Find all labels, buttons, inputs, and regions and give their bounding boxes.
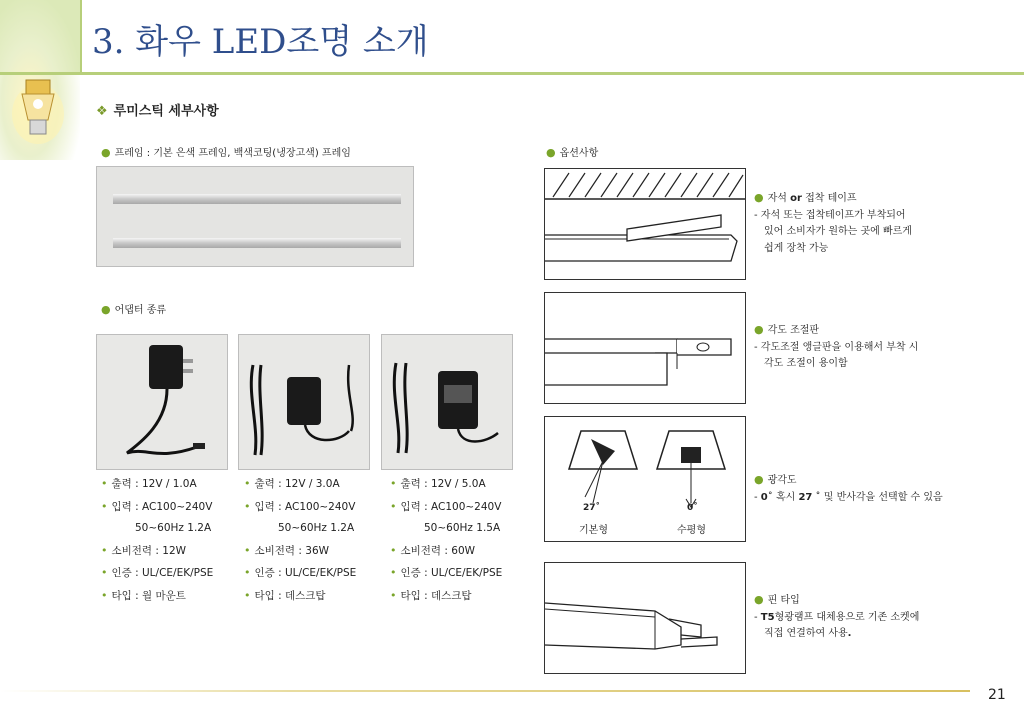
footer-rule [0,690,970,692]
spec-type: 타입 : 데스크탑 [400,589,472,602]
beam-angle-diagram [544,416,746,542]
spec-input-frequency: 50~60Hz 1.2A [278,522,355,534]
angle-plate-diagram [544,292,746,404]
bullet-icon: ● [101,146,111,159]
note-line: 쉽게 장착 가능 [764,242,829,254]
page-number: 21 [988,687,1006,703]
desktop-adapter-image [382,335,512,469]
spec-output: 출력 : 12V / 3.0A [254,478,340,490]
adapter-spec-2 [244,473,356,607]
adapter-label-text: 어댑터 종류 [114,305,167,316]
adapter-spec-3 [390,473,502,607]
bullet-icon: ● [546,146,556,159]
spec-output: 출력 : 12V / 1.0A [111,478,197,490]
desktop-adapter-image [239,335,369,469]
bullet-icon: ● [754,191,764,204]
frame-label-text: 프레임 : 기본 은색 프레임, 백색코팅(냉장고색) 프레임 [114,148,351,159]
bullet-icon: • [390,477,397,490]
magnet-tape-diagram [544,168,746,280]
adapter-photo-2 [238,334,370,470]
options-label [546,144,598,159]
diamond-icon: ❖ [96,104,108,119]
bullet-icon: • [244,566,251,579]
options-label-text: 옵션사항 [559,148,599,159]
bullet-icon: • [390,499,397,513]
spec-cert: 인증 : UL/CE/EK/PSE [400,567,503,579]
page-title: 3. 화우 LED조명 소개 [92,22,429,62]
frame-photo [96,166,414,267]
spec-type: 타입 : 월 마운트 [111,589,186,602]
option-magnet-note: ● 자석 or 접착 테이프 - 자석 또는 접착테이프가 부착되어 있어 소비자가 원하는 곳에 빠르게 쉽게 장착 가능 [754,190,912,257]
spec-cert: 인증 : UL/CE/EK/PSE [111,567,214,579]
spec-input: 입력 : AC100~240V [111,500,213,513]
angle-plate-drawing [545,293,745,403]
wall-adapter-image [97,335,227,469]
spec-cert: 인증 : UL/CE/EK/PSE [254,567,357,579]
note-line: 각도 조절이 용이함 [764,358,848,369]
spec-input: 입력 : AC100~240V [400,500,502,513]
aluminium-bars-image [97,167,413,266]
spec-output: 출력 : 12V / 5.0A [400,478,486,490]
magnet-tape-drawing [545,169,745,279]
bullet-icon: • [244,477,251,490]
bullet-icon: • [390,543,397,557]
note-line: 있어 소비자가 원하는 곳에 빠르게 [764,226,912,237]
bullet-icon: • [101,588,108,602]
bullet-icon: • [101,566,108,579]
lamp-icon [8,74,68,146]
bullet-icon: • [101,499,108,513]
option-beam-note: ● 광각도 - 0˚ 혹시 27 ˚ 및 반사각을 선택할 수 있음 [754,473,943,503]
right-caption: 수평형 [677,525,706,536]
beam-angle-drawing [545,417,745,517]
spec-power: 소비전력 : 60W [400,544,476,557]
adapter-photo-1 [96,334,228,470]
adapter-label [101,301,166,316]
bullet-icon: ● [754,323,764,336]
spec-input-frequency: 50~60Hz 1.2A [135,522,212,534]
bullet-icon: • [390,566,397,579]
bullet-icon: • [101,543,108,557]
bullet-icon: • [244,543,251,557]
note-line: - 각도조절 앵글판을 이용해서 부착 시 [754,341,919,353]
pin-type-drawing [545,563,745,673]
adapter-photo-3 [381,334,513,470]
note-line: - 자석 또는 접착테이프가 부착되어 [754,209,906,221]
header-rule [0,72,1024,75]
option-pin-note: ● 핀 타입 - T5형광램프 대체용으로 기존 소켓에 직접 연결하여 사용. [754,593,920,639]
option-angle-note: ● 각도 조절판 - 각도조절 앵글판을 이용해서 부착 시 각도 조절이 용이함 [754,322,918,373]
frame-label [101,144,351,159]
bullet-icon: ● [101,303,111,316]
pin-type-diagram [544,562,746,674]
spec-power: 소비전력 : 36W [254,544,330,557]
left-angle-label: 27˚ [583,503,601,513]
section-heading-text: 루미스틱 세부사항 [113,104,219,119]
spec-power: 소비전력 : 12W [111,544,187,557]
adapter-spec-1 [101,473,213,607]
right-angle-label: 0˚ [687,503,698,513]
bullet-icon: ● [754,473,764,486]
bullet-icon: • [244,499,251,513]
spec-type: 타입 : 데스크탑 [254,589,326,602]
bullet-icon: • [101,477,108,490]
left-caption: 기본형 [579,525,608,536]
section-heading [96,100,219,119]
spec-input: 입력 : AC100~240V [254,500,356,513]
bullet-icon: • [390,588,397,602]
bullet-icon: ● [754,593,764,606]
spec-input-frequency: 50~60Hz 1.5A [424,522,501,534]
bullet-icon: • [244,588,251,602]
header-vertical-rule [80,0,82,72]
